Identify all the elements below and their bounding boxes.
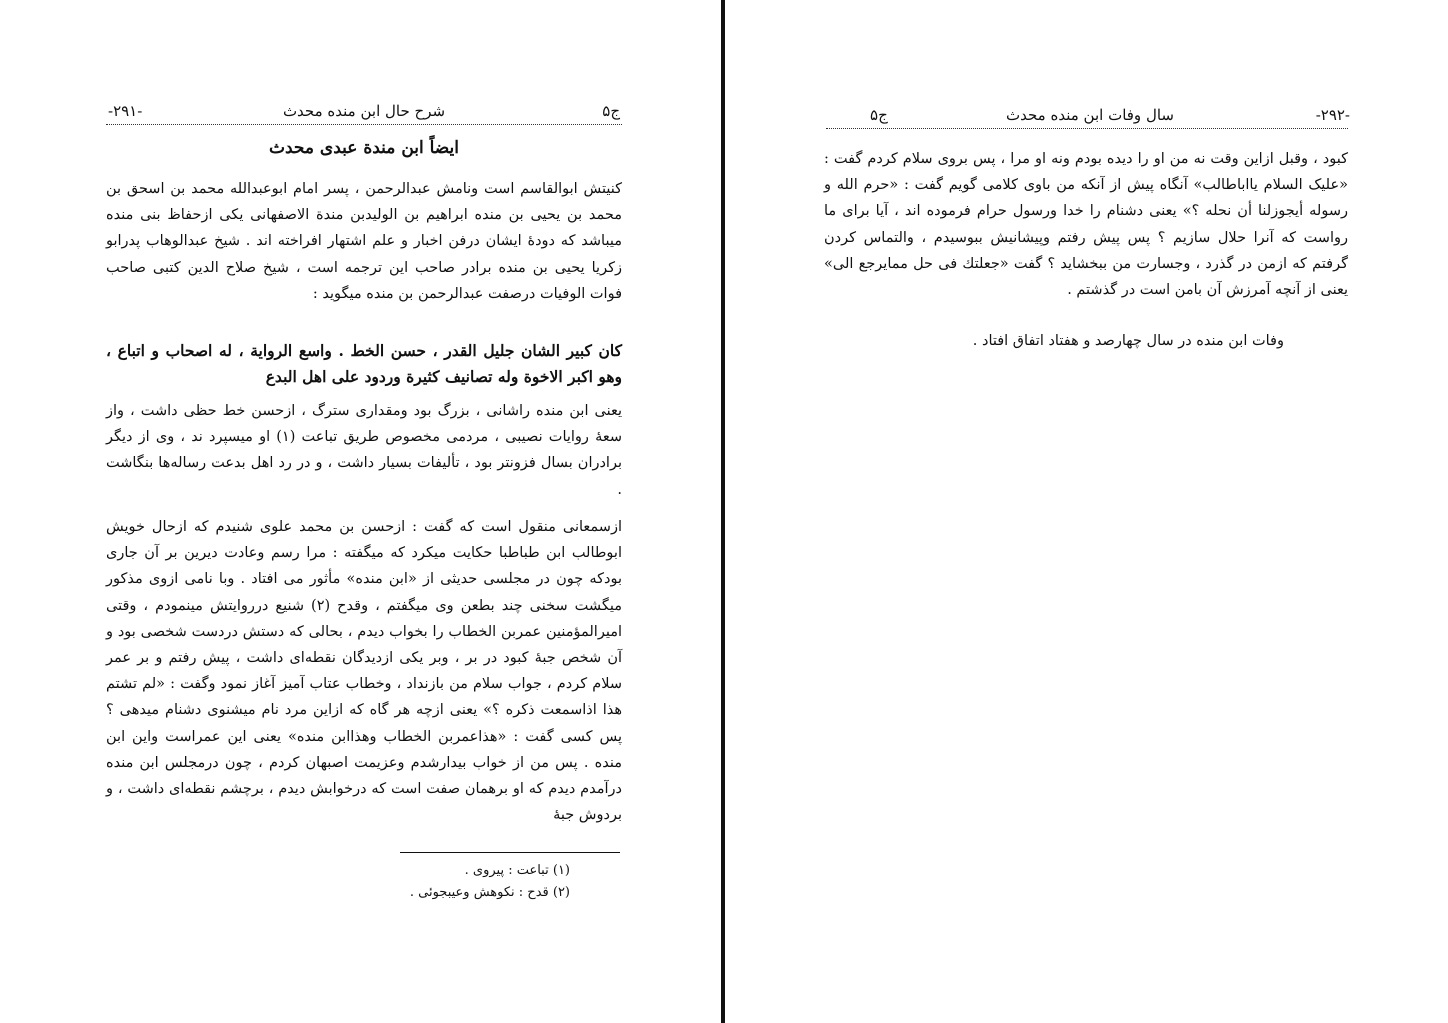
paragraph-text: کنیتش ابوالقاسم است ونامش عبدالرحمن ، پسر امام ابوعبدالله محمد بن اسحق بن محمد بن یحیی بن منده ابراهیم بن الولیدبن مندة الاصفهانی یکی ازحفاظ بنی منده میباشد که دودهٔ ایشان درفن اخبار و علم اشتهار افراخته اند . شیخ عبدالوهاب پدرابو زکریا یحیی بن منده برادر صاحب این ترجمه است ، شیخ صلاح الدین کتبی صاحب فوات الوفیات درصفت عبدالرحمن بن منده میگوید : xyxy=(106,181,622,302)
paragraph-text: ازسمعانی منقول است که گفت : ازحسن بن محمد علوی شنیدم که ازحال خویش ابوطالب ابن طباطبا حکایت میکرد که میگفته : مرا رسم وعادت دیرین بر آن جاری بودکه چون در مجلسی حدیثی از «ابن منده» مأثور می افتاد . وبا نامی ازوی مذکور میگشت سخنی چند بطعن وی میگفتم ، وقدح (۲) شنیع درروایتش مینمودم ، وقتی امیرالمؤمنین عمربن الخطاب را بخواب دیدم ، بحالی که دستش دردست شخصی بود و آن شخص جبهٔ کبود در بر ، وبر یکی ازدیدگان نقطه‌ای داشت ، پیش رفتم و بر عمر سلام کردم ، جواب سلام من بازنداد ، وخطاب عتاب آمیز آغاز نمود وگفت : «لم تشتم هذا اذاسمعت ذکره ؟» یعنی ازچه هر گاه که ازاین مرد نام میشنوی دشنام میدهی ؟ پس کسی گفت : «هذاعمربن الخطاب وهذاابن منده» یعنی این عمراست واین ابن منده . پس من از خواب بیدارشدم وعزیمت اصبهان کردم ، چون درمجلس ابن منده درآمدم دیدم که او برهمان صفت است که درخوابش دیدم ، برچشم نقطه‌ای داشت ، و بردوش جبهٔ xyxy=(106,519,622,824)
page-number: -۲۹۲- xyxy=(1315,106,1350,124)
header-divider xyxy=(826,128,1348,129)
arabic-quote: کان کبیر الشان جلیل القدر ، حسن الخط . واسع الروایة ، له اصحاب و اتباع ، وهو اکبر الاخوة وله تصانیف کثیرة وردود علی اهل البدع xyxy=(106,341,622,386)
closing-line: وفات ابن منده در سال چهارصد و هفتاد اتفاق افتاد . xyxy=(972,333,1284,349)
left-page xyxy=(0,0,722,1023)
page-header xyxy=(108,100,620,122)
body-paragraph xyxy=(106,514,622,828)
paragraph-text: کبود ، وقبل ازاین وقت نه من او را دیده بودم ونه او مرا ، پس بروی سلام کردم گفت : «علیک السلام یااباطالب» آنگاه پیش از آنکه من باوی کلامی گویم گفت : «حرم الله و رسوله أیجوزلنا أن نحله ؟» یعنی دشنام را خدا ورسول حرام فرموده اند ، آیا برای ما رواست که آنرا حلال سازیم ؟ پس پیش رفتم وپیشانیش ببوسیدم ، والتماس کردن گرفتم که ازمن در گذرد ، وجسارت من ببخشاید ؟ گفت «جعلتك فی حل ممایرجع الی» یعنی از آنچه آمرزش آن بامن است در گذشتم . xyxy=(824,151,1348,299)
right-page xyxy=(726,0,1448,1023)
footnotes xyxy=(300,860,570,904)
running-title: شرح حال ابن منده محدث xyxy=(282,102,446,120)
page-header xyxy=(830,104,1350,126)
body-paragraph xyxy=(106,398,622,503)
body-paragraph xyxy=(824,146,1348,303)
page-number: -۲۹۱- xyxy=(108,102,143,120)
header-divider xyxy=(106,124,622,125)
volume-label: ج۵ xyxy=(602,102,620,120)
body-paragraph xyxy=(106,176,622,307)
running-title: سال وفات ابن منده محدث xyxy=(1006,106,1174,124)
volume-label: ج۵ xyxy=(870,106,888,124)
section-title: ايضاً ابن مندة عبدى محدث xyxy=(268,138,460,158)
book-spine xyxy=(721,0,725,1023)
footnote-1: (۱) تباعت : پیروی . xyxy=(464,863,570,878)
footnote-2: (۲) قدح : نکوهش وعیبجوئی . xyxy=(409,885,570,900)
footnote-divider xyxy=(400,852,620,853)
paragraph-text: یعنی ابن منده راشانی ، بزرگ بود ومقداری سترگ ، ازحسن خط حظی داشت ، واز سعهٔ روایات نصیبی ، مردمی مخصوص طریق تباعت (۱) او میسپرد ند ، وی از دیگر برادران بسال فزونتر بود ، تألیفات بسیار داشت ، و در رد اهل بدعت رساله‌ها بنگاشت . xyxy=(106,403,623,498)
